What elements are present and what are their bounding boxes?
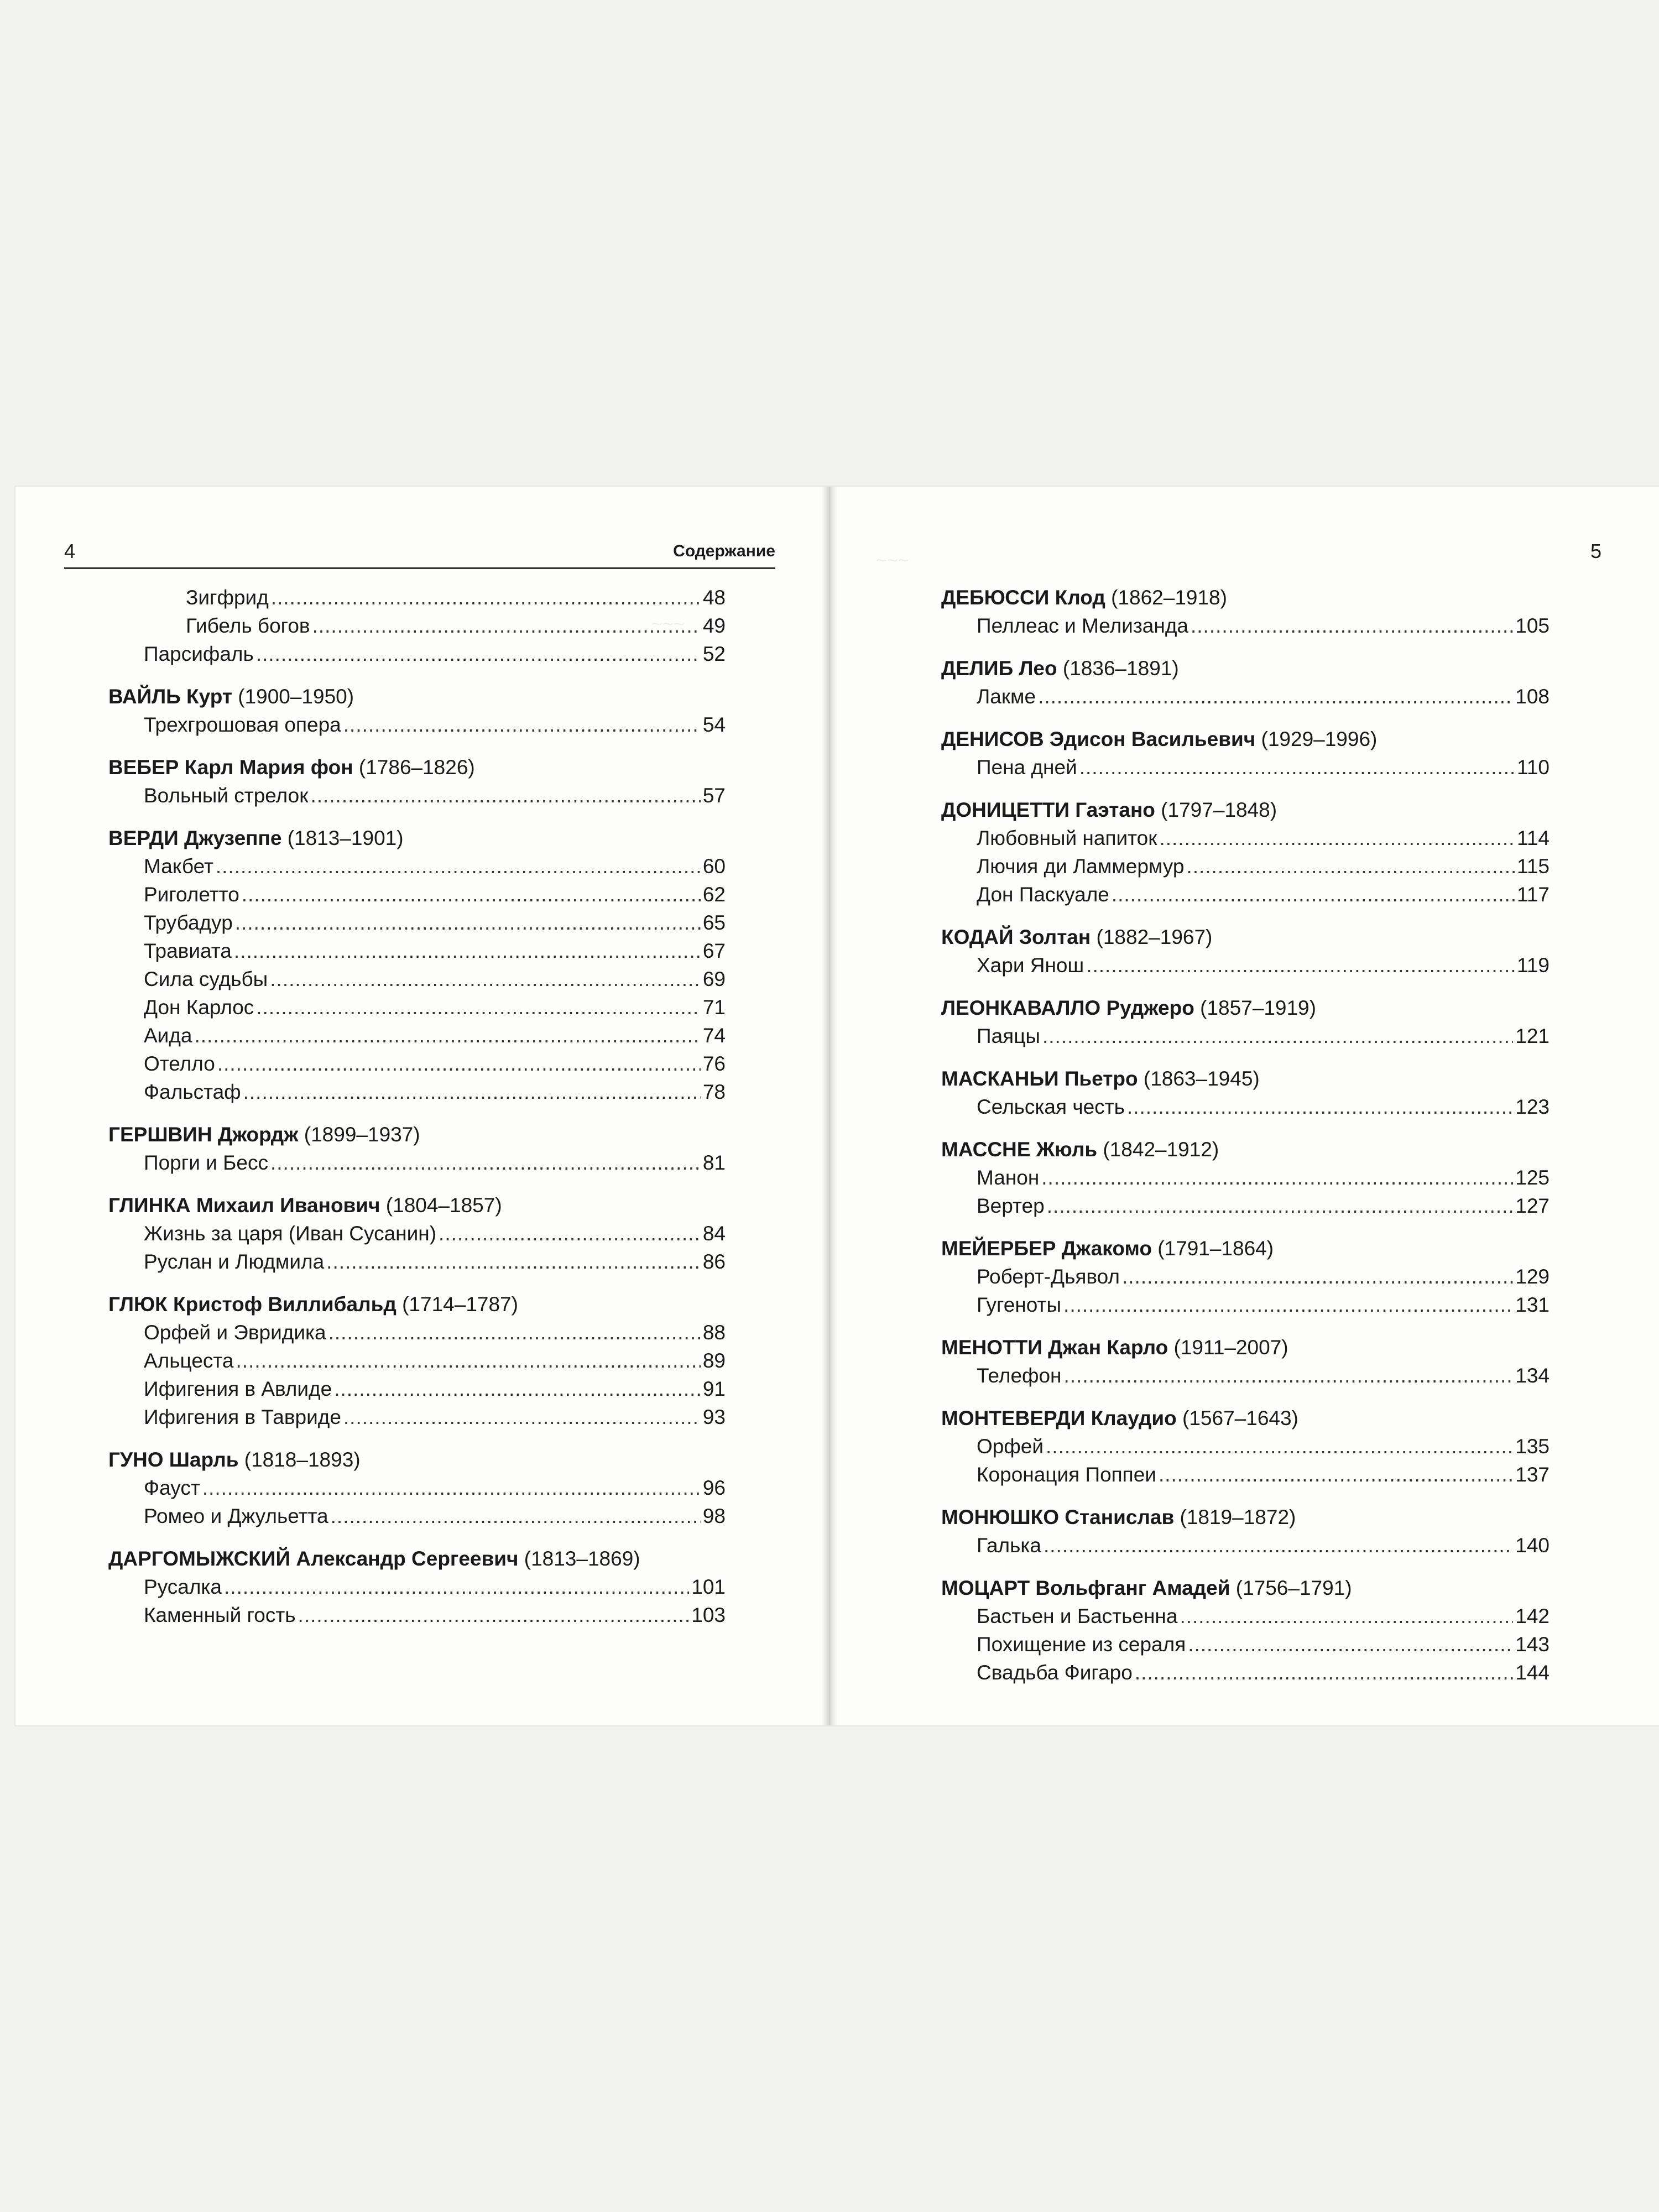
right-page	[837, 487, 1659, 1725]
toc-entry	[108, 612, 726, 640]
toc-entry	[108, 909, 726, 937]
composer-name: ГЕРШВИН Джордж	[108, 1123, 299, 1146]
entry-page-number: 93	[702, 1406, 726, 1428]
dot-leader	[343, 1403, 701, 1431]
toc-composer-heading	[941, 1503, 1550, 1531]
entry-page-number: 48	[702, 586, 726, 609]
composer-dates: (1756–1791)	[1235, 1577, 1352, 1599]
entry-title: Похищение из сераля	[977, 1633, 1186, 1656]
toc-entry	[108, 1219, 726, 1248]
dot-leader	[298, 1601, 690, 1629]
composer-name: ДЕБЮССИ Клод	[941, 586, 1105, 609]
composer-dates: (1797–1848)	[1161, 799, 1277, 821]
toc-entry	[941, 1262, 1550, 1291]
composer-name: ДАРГОМЫЖСКИЙ Александр Сергеевич	[108, 1547, 519, 1570]
composer-dates: (1786–1826)	[358, 756, 475, 779]
entry-page-number: 98	[702, 1505, 726, 1527]
composer-name: МОНЮШКО Станислав	[941, 1506, 1175, 1528]
toc-composer-heading	[941, 725, 1550, 753]
composer-name: МОНТЕВЕРДИ Клаудио	[941, 1407, 1177, 1430]
entry-title: Альцеста	[144, 1349, 234, 1372]
entry-page-number: 134	[1515, 1364, 1550, 1387]
dot-leader	[331, 1502, 701, 1530]
entry-page-number: 57	[702, 784, 726, 807]
entry-page-number: 123	[1515, 1095, 1550, 1118]
dot-leader	[256, 640, 701, 668]
dot-leader	[1044, 1531, 1513, 1559]
dot-leader	[312, 612, 701, 640]
composer-name: ВАЙЛЬ Курт	[108, 685, 232, 708]
dot-leader	[270, 1149, 701, 1177]
dot-leader	[439, 1219, 701, 1248]
composer-name: МОЦАРТ Вольфганг Амадей	[941, 1577, 1230, 1599]
entry-title: Травиата	[144, 940, 232, 962]
composer-name: ВЕБЕР Карл Мария фон	[108, 756, 353, 779]
composer-name: ВЕРДИ Джузеппе	[108, 827, 282, 849]
entry-page-number: 108	[1515, 685, 1550, 708]
entry-page-number: 110	[1517, 756, 1550, 779]
toc-composer-heading	[108, 1446, 726, 1474]
entry-title: Русалка	[144, 1575, 222, 1598]
entry-title: Гугеноты	[977, 1293, 1062, 1316]
toc-entry	[108, 1601, 726, 1629]
entry-title: Дон Паскуале	[977, 883, 1109, 906]
dot-leader	[202, 1474, 701, 1502]
entry-title: Аида	[144, 1024, 192, 1047]
toc-entry	[108, 852, 726, 880]
dot-leader	[1127, 1093, 1513, 1121]
entry-page-number: 105	[1515, 614, 1550, 637]
composer-name: ЛЕОНКАВАЛЛО Руджеро	[941, 997, 1194, 1019]
dot-leader	[271, 583, 701, 612]
entry-page-number: 137	[1515, 1463, 1550, 1486]
entry-page-number: 129	[1515, 1265, 1550, 1288]
entry-title: Парсифаль	[144, 643, 254, 665]
dot-leader	[216, 852, 701, 880]
entry-title: Сельская честь	[977, 1095, 1125, 1118]
composer-dates: (1567–1643)	[1182, 1407, 1298, 1430]
entry-page-number: 84	[702, 1222, 726, 1245]
composer-name: МАСКАНЬИ Пьетро	[941, 1067, 1138, 1090]
composer-dates: (1899–1937)	[304, 1123, 420, 1146]
entry-title: Отелло	[144, 1052, 215, 1075]
toc-composer-heading	[941, 796, 1550, 824]
entry-title: Вертер	[977, 1194, 1045, 1217]
composer-dates: (1836–1891)	[1062, 657, 1179, 680]
entry-title: Любовный напиток	[977, 827, 1157, 849]
entry-page-number: 131	[1515, 1293, 1550, 1316]
entry-title: Зигфрид	[186, 586, 269, 609]
toc-composer-heading	[108, 682, 726, 711]
entry-title: Пена дней	[977, 756, 1077, 779]
entry-page-number: 74	[702, 1024, 726, 1047]
bleed-through: ~~~	[651, 614, 685, 635]
dot-leader	[334, 1375, 701, 1403]
entry-page-number: 91	[702, 1378, 726, 1400]
entry-page-number: 119	[1517, 954, 1550, 977]
entry-page-number: 140	[1515, 1534, 1550, 1557]
toc-composer-heading	[941, 1135, 1550, 1164]
dot-leader	[256, 993, 701, 1021]
dot-leader	[1079, 753, 1515, 781]
composer-dates: (1714–1787)	[402, 1293, 518, 1316]
composer-dates: (1863–1945)	[1143, 1067, 1260, 1090]
toc-entry	[108, 1347, 726, 1375]
composer-name: ДОНИЦЕТТИ Гаэтано	[941, 799, 1155, 821]
toc-entry	[941, 1658, 1550, 1687]
entry-title: Бастьен и Бастьенна	[977, 1605, 1178, 1627]
toc-composer-heading	[108, 824, 726, 852]
entry-title: Лючия ди Ламмермур	[977, 855, 1185, 878]
running-head: Содержание	[673, 542, 775, 560]
entry-page-number: 144	[1515, 1661, 1550, 1684]
toc-entry	[941, 1602, 1550, 1630]
entry-page-number: 135	[1515, 1435, 1550, 1458]
dot-leader	[1188, 1630, 1513, 1658]
toc-entry	[941, 1164, 1550, 1192]
entry-page-number: 114	[1517, 827, 1550, 849]
composer-dates: (1929–1996)	[1261, 728, 1378, 750]
entry-title: Лакме	[977, 685, 1036, 708]
dot-leader	[1038, 682, 1513, 711]
dot-leader	[1041, 1164, 1513, 1192]
entry-title: Гибель богов	[186, 614, 310, 637]
toc-entry	[941, 1432, 1550, 1460]
entry-page-number: 69	[702, 968, 726, 990]
toc-composer-heading	[108, 1545, 726, 1573]
dot-leader	[217, 1050, 701, 1078]
toc-entry	[108, 880, 726, 909]
toc-entry	[108, 1474, 726, 1502]
composer-dates: (1813–1869)	[524, 1547, 640, 1570]
toc-composer-heading	[941, 1574, 1550, 1602]
toc-composer-heading	[108, 1191, 726, 1219]
entry-page-number: 143	[1515, 1633, 1550, 1656]
dot-leader	[1047, 1192, 1514, 1220]
entry-title: Ифигения в Авлиде	[144, 1378, 332, 1400]
entry-title: Свадьба Фигаро	[977, 1661, 1133, 1684]
toc-entry	[108, 1318, 726, 1347]
entry-page-number: 103	[691, 1604, 726, 1626]
toc-composer-heading	[941, 1333, 1550, 1361]
bleed-through: ~~~	[876, 550, 909, 571]
toc-composer-heading	[941, 1404, 1550, 1432]
entry-title: Руслан и Людмила	[144, 1250, 325, 1273]
composer-dates: (1804–1857)	[385, 1194, 502, 1217]
composer-name: КОДАЙ Золтан	[941, 926, 1091, 948]
toc-entry	[108, 965, 726, 993]
composer-name: ДЕНИСОВ Эдисон Васильевич	[941, 728, 1256, 750]
header-rule	[64, 567, 775, 569]
entry-page-number: 88	[702, 1321, 726, 1344]
toc-entry	[941, 1192, 1550, 1220]
toc-entry	[108, 781, 726, 810]
toc-entry	[941, 1630, 1550, 1658]
entry-title: Хари Янош	[977, 954, 1084, 977]
dot-leader	[242, 880, 701, 909]
entry-page-number: 54	[702, 713, 726, 736]
entry-title: Роберт-Дьявол	[977, 1265, 1120, 1288]
dot-leader	[1046, 1432, 1513, 1460]
composer-dates: (1857–1919)	[1200, 997, 1316, 1019]
entry-page-number: 65	[702, 911, 726, 934]
dot-leader	[1112, 880, 1515, 909]
composer-dates: (1813–1901)	[287, 827, 404, 849]
entry-title: Порги и Бесс	[144, 1151, 268, 1174]
toc-composer-heading	[108, 1290, 726, 1318]
entry-title: Телефон	[977, 1364, 1062, 1387]
entry-page-number: 49	[702, 614, 726, 637]
entry-title: Макбет	[144, 855, 213, 878]
dot-leader	[1086, 951, 1515, 979]
dot-leader	[1042, 1022, 1513, 1050]
toc-entry	[108, 1248, 726, 1276]
toc-entry	[941, 880, 1550, 909]
entry-page-number: 127	[1515, 1194, 1550, 1217]
dot-leader	[1159, 824, 1515, 852]
dot-leader	[1122, 1262, 1513, 1291]
entry-page-number: 78	[702, 1081, 726, 1103]
entry-title: Ифигения в Тавриде	[144, 1406, 341, 1428]
entry-title: Ромео и Джульетта	[144, 1505, 328, 1527]
entry-title: Манон	[977, 1166, 1040, 1189]
toc-entry	[108, 1050, 726, 1078]
entry-page-number: 81	[702, 1151, 726, 1174]
page-number: 5	[1590, 540, 1601, 562]
entry-title: Дон Карлос	[144, 996, 254, 1019]
entry-title: Каменный гость	[144, 1604, 296, 1626]
entry-title: Коронация Поппеи	[977, 1463, 1156, 1486]
composer-dates: (1900–1950)	[238, 685, 354, 708]
toc-composer-heading	[941, 923, 1550, 951]
toc-entry	[108, 583, 726, 612]
entry-page-number: 89	[702, 1349, 726, 1372]
entry-page-number: 62	[702, 883, 726, 906]
toc-entry	[941, 824, 1550, 852]
composer-name: ДЕЛИБ Лео	[941, 657, 1057, 680]
dot-leader	[1186, 852, 1515, 880]
book-spread	[15, 487, 1659, 1725]
dot-leader	[270, 965, 701, 993]
entry-title: Вольный стрелок	[144, 784, 309, 807]
dot-leader	[326, 1248, 701, 1276]
dot-leader	[1135, 1658, 1513, 1687]
entry-title: Фальстаф	[144, 1081, 241, 1103]
composer-name: МЕНОТТИ Джан Карло	[941, 1336, 1168, 1359]
entry-title: Паяцы	[977, 1025, 1040, 1047]
toc-composer-heading	[941, 1234, 1550, 1262]
entry-page-number: 125	[1515, 1166, 1550, 1189]
toc-entry	[108, 640, 726, 668]
toc-entry	[108, 1149, 726, 1177]
entry-title: Орфей	[977, 1435, 1044, 1458]
dot-leader	[1159, 1460, 1513, 1489]
toc-composer-heading	[941, 654, 1550, 682]
entry-title: Фауст	[144, 1477, 200, 1499]
toc-entry	[108, 1502, 726, 1530]
entry-page-number: 60	[702, 855, 726, 878]
toc-entry	[941, 1022, 1550, 1050]
composer-name: ГЛЮК Кристоф Виллибальд	[108, 1293, 397, 1316]
entry-page-number: 52	[702, 643, 726, 665]
composer-name: МЕЙЕРБЕР Джакомо	[941, 1237, 1152, 1260]
dot-leader	[224, 1573, 689, 1601]
entry-title: Сила судьбы	[144, 968, 268, 990]
toc-entry	[941, 852, 1550, 880]
dot-leader	[234, 937, 701, 965]
composer-dates: (1862–1918)	[1111, 586, 1227, 609]
toc-entry	[941, 753, 1550, 781]
toc-entry	[941, 682, 1550, 711]
entry-title: Пеллеас и Мелизанда	[977, 614, 1188, 637]
composer-dates: (1791–1864)	[1157, 1237, 1274, 1260]
entry-page-number: 142	[1515, 1605, 1550, 1627]
book-fold	[822, 487, 837, 1725]
toc-list	[108, 583, 726, 1629]
dot-leader	[310, 781, 700, 810]
toc-entry	[941, 951, 1550, 979]
toc-entry	[108, 1021, 726, 1050]
dot-leader	[1191, 612, 1513, 640]
entry-title: Риголетто	[144, 883, 239, 906]
dot-leader	[195, 1021, 701, 1050]
composer-name: МАССНЕ Жюль	[941, 1138, 1098, 1161]
entry-page-number: 86	[702, 1250, 726, 1273]
composer-dates: (1882–1967)	[1096, 926, 1213, 948]
toc-entry	[941, 1460, 1550, 1489]
entry-title: Жизнь за царя (Иван Сусанин)	[144, 1222, 437, 1245]
entry-title: Трехгрошовая опера	[144, 713, 341, 736]
entry-title: Трубадур	[144, 911, 233, 934]
composer-dates: (1819–1872)	[1180, 1506, 1296, 1528]
entry-title: Орфей и Эвридика	[144, 1321, 326, 1344]
dot-leader	[235, 909, 701, 937]
toc-entry	[941, 1531, 1550, 1559]
entry-page-number: 71	[702, 996, 726, 1019]
entry-page-number: 96	[702, 1477, 726, 1499]
entry-page-number: 67	[702, 940, 726, 962]
toc-composer-heading	[108, 753, 726, 781]
dot-leader	[1064, 1361, 1514, 1390]
toc-composer-heading	[941, 1065, 1550, 1093]
toc-composer-heading	[941, 583, 1550, 612]
dot-leader	[1063, 1291, 1513, 1319]
toc-entry	[941, 612, 1550, 640]
toc-entry	[941, 1093, 1550, 1121]
toc-entry	[941, 1291, 1550, 1319]
toc-entry	[108, 993, 726, 1021]
composer-name: ГЛИНКА Михаил Иванович	[108, 1194, 380, 1217]
composer-dates: (1911–2007)	[1173, 1336, 1288, 1359]
dot-leader	[243, 1078, 701, 1106]
toc-list	[941, 583, 1550, 1687]
toc-composer-heading	[941, 994, 1550, 1022]
entry-page-number: 117	[1517, 883, 1550, 906]
toc-entry	[108, 1573, 726, 1601]
toc-entry	[108, 1375, 726, 1403]
entry-page-number: 76	[702, 1052, 726, 1075]
toc-entry	[108, 711, 726, 739]
toc-composer-heading	[108, 1120, 726, 1149]
entry-page-number: 121	[1515, 1025, 1550, 1047]
entry-title: Галька	[977, 1534, 1041, 1557]
composer-dates: (1842–1912)	[1103, 1138, 1219, 1161]
toc-entry	[941, 1361, 1550, 1390]
dot-leader	[328, 1318, 701, 1347]
composer-dates: (1818–1893)	[244, 1448, 361, 1471]
left-page	[15, 487, 822, 1725]
composer-name: ГУНО Шарль	[108, 1448, 239, 1471]
entry-page-number: 115	[1517, 855, 1550, 878]
toc-entry	[108, 937, 726, 965]
dot-leader	[236, 1347, 701, 1375]
page-number: 4	[64, 540, 76, 562]
toc-entry	[108, 1403, 726, 1431]
toc-entry	[108, 1078, 726, 1106]
entry-page-number: 101	[691, 1575, 726, 1598]
dot-leader	[343, 711, 701, 739]
dot-leader	[1180, 1602, 1513, 1630]
